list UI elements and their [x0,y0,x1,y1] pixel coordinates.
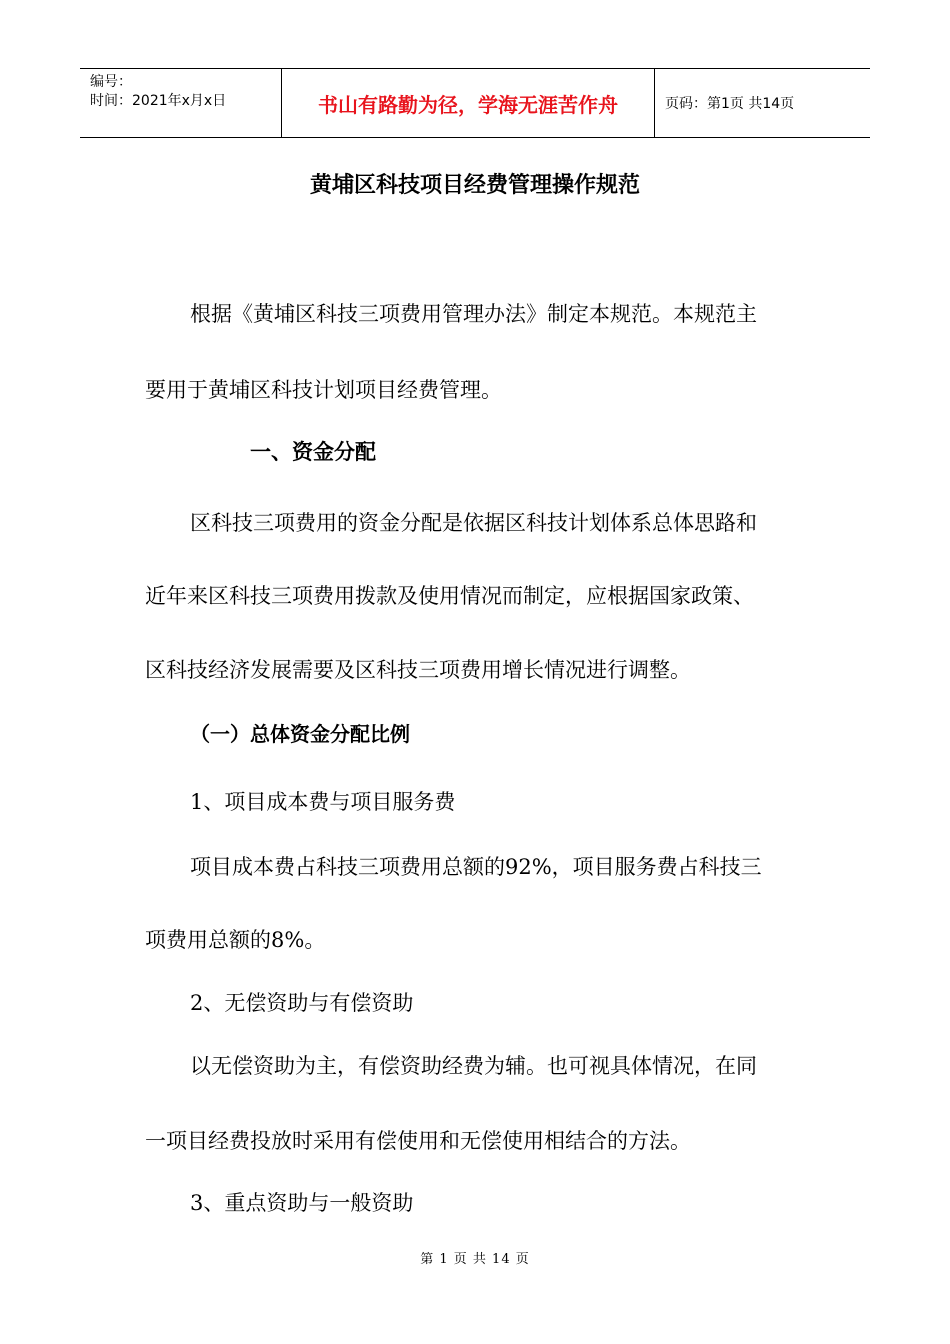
paragraph-line: 项目成本费占科技三项费用总额的92%，项目服务费占科技三 [190,855,762,879]
paragraph-line: 区科技三项费用的资金分配是依据区科技计划体系总体思路和 [190,511,757,535]
time-label: 时间：2021年x月x日 [90,93,227,109]
list-item: 2、无偿资助与有偿资助 [190,991,414,1015]
subsection-heading: （一）总体资金分配比例 [190,722,410,746]
paragraph-line: 近年来区科技三项费用拨款及使用情况而制定，应根据国家政策、 [145,584,754,608]
page-footer: 第 1 页 共 14 页 [420,1252,530,1267]
paragraph-line: 区科技经济发展需要及区科技三项费用增长情况进行调整。 [145,658,691,682]
section-heading: 一、资金分配 [250,440,376,464]
list-item: 1、项目成本费与项目服务费 [190,790,456,814]
paragraph-line: 项费用总额的8%。 [145,928,326,952]
paragraph-line: 以无偿资助为主，有偿资助经费为辅。也可视具体情况，在同 [190,1054,757,1078]
header-table [80,68,870,138]
header-meta [80,69,282,137]
paragraph-line: 要用于黄埔区科技计划项目经费管理。 [145,378,502,402]
paragraph-line: 根据《黄埔区科技三项费用管理办法》制定本规范。本规范主 [190,302,757,326]
document-title: 黄埔区科技项目经费管理操作规范 [309,173,640,198]
header-page-info: 页码：第1页 共14页 [665,96,795,112]
paragraph-line: 一项目经费投放时采用有偿使用和无偿使用相结合的方法。 [145,1129,691,1153]
header-motto: 书山有路勤为径，学海无涯苦作舟 [282,69,655,137]
number-label: 编号： [90,74,132,90]
list-item: 3、重点资助与一般资助 [190,1191,414,1215]
